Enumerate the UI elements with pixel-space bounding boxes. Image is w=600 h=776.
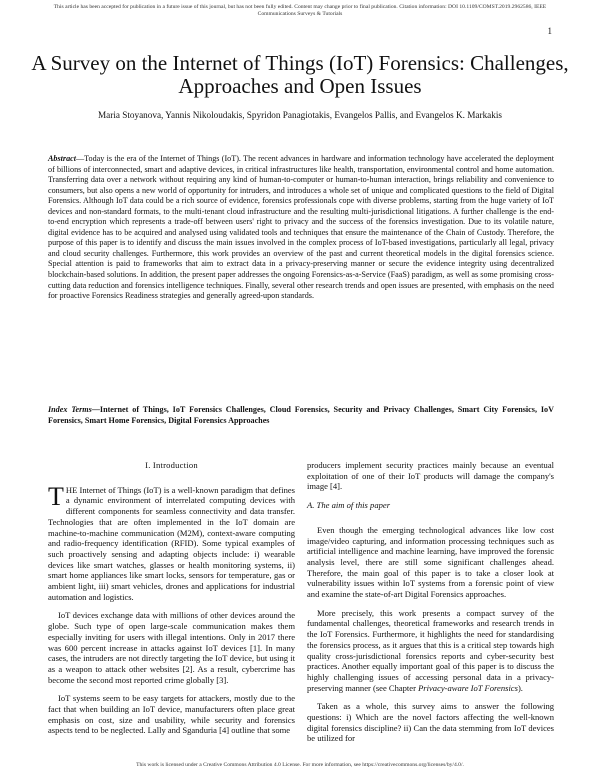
page-number: 1 [547, 26, 552, 36]
index-terms-label: Index Terms [48, 405, 92, 414]
abstract-label: Abstract [48, 154, 76, 163]
intro-paragraph-1 [48, 481, 295, 603]
index-terms [48, 405, 554, 426]
license-footer: This work is licensed under a Creative Commons Attribution 4.0 License. For more information, see https://creativecommons.org/licenses/by/4.0/. [136, 762, 464, 768]
section-heading-introduction: I. Introduction [145, 460, 198, 470]
right-column [307, 460, 554, 752]
aim-paragraph-2 [307, 608, 554, 694]
chapter-reference: Privacy-aware IoT Forensics [418, 682, 518, 693]
subsection-heading-aim: A. The aim of this paper [307, 500, 391, 511]
aim-paragraph-1: Even though the emerging technological advances like low cost image/video capturing, and information processing techniques such as artificial intelligence and machine learning, have improved the forensic analysis level, there are still some significant challenges ahead. Therefore, the main goal of this paper is to take a closer look at vulnerability issues within IoT systems from a forensic point of view and examine the state-of-art Digital Forensics approaches. [307, 524, 554, 600]
intro-paragraph-2: IoT devices exchange data with millions of other devices around the globe. Such type of open large-scale communication makes them especially inviting for users with illegal intentions. Only in 2017 there was 600 percent increase in attacks against IoT devices [1]. In many cases, the intruders are not directly targeting the IoT device, but using it as a weapon to attack other websites [2]. As a result, cybercrime has become the second most reported crime globally [3]. [48, 610, 295, 685]
journal-notice-line1: This article has been accepted for publication in a future issue of this journal, but has not been fully edited. Content may change prior to final publication. Citation information: DOI 10.1109/COMST.2019.2962586, IEEE [53, 4, 547, 10]
author-list: Maria Stoyanova, Yannis Nikoloudakis, Spyridon Panagiotakis, Evangelos Pallis, and Evangelos K. Markakis [98, 110, 502, 120]
journal-notice [20, 4, 580, 18]
intro-paragraph-1-text: HE Internet of Things (IoT) is a well-known paradigm that defines a dynamic environment of interrelated computing devices with different components for seamless connectivity and data transfer. Technologies that are often implemented in the IoT domain are machine-to-machine communication (M2M), context-aware computing and radio-frequency identification (RFID). Some typical examples of such proactively sensing and adapting objects include: i) wearable devices like smart watches, glasses or health monitoring systems, ii) smart home appliances like smart locks, sensors for temperature, gas or ambient light, iii) smart vehicles, drones and applications for industrial automation and logistics. [48, 484, 295, 602]
aim-paragraph-3: Taken as a whole, this survey aims to answer the following questions: i) Which are the novel factors affecting the well-known digital forensics discipline? ii) Can the data stemming from IoT devices be utilized for [307, 701, 554, 744]
paper-title: A Survey on the Internet of Things (IoT) Forensics: Challenges, Approaches and Open Issues [31, 51, 569, 98]
abstract-text: —Today is the era of the Internet of Things (IoT). The recent advances in hardware and information technology have accelerated the deployment of billions of interconnected, smart and adaptive devices, in critical infrastructures like health, transportation, environmental control and home automation. Transferring data over a network without requiring any kind of human-to-computer or human-to-human interaction, brings reliability and convenience to consumers, but also opens a new world of opportunity for intruders, and introduces a whole set of unique and complicated questions to the field of Digital Forensics. Although IoT data could be a rich source of evidence, forensics professionals cope with diverse problems, starting from the huge variety of IoT devices and non-standard formats, to the multi-tenant cloud infrastructure and the resulting multi-jurisdictional litigations. A further challenge is the end-to-end encryption which represents a trade-off between users' right to privacy and the success of the forensics investigation. Due to its volatile nature, digital evidence has to be acquired and analysed using validated tools and techniques that ensure the maintenance of the Chain of Custody. Therefore, the purpose of this paper is to identify and discuss the main issues involved in the complex process of IoT-based investigations, particularly all legal, privacy and cloud security challenges. Furthermore, this work provides an overview of the past and current theoretical models in the digital forensics science. Special attention is paid to frameworks that aim to extract data in a privacy-preserving manner or secure the evidence integrity using decentralized blockchain-based solutions. In addition, the present paper addresses the ongoing Forensics-as-a-Service (FaaS) paradigm, as well as some promising cross-cutting data reduction and forensics intelligence techniques. Finally, several other research trends and open issues are presented, with emphasis on the need for proactive Forensics Readiness strategies and generally agreed-upon standards. [48, 154, 554, 301]
index-terms-text: —Internet of Things, IoT Forensics Challenges, Cloud Forensics, Security and Privacy Challenges, Smart City Forensics, IoV Forensics, Smart Home Forensics, Digital Forensics Approaches [48, 405, 554, 425]
left-column [48, 460, 295, 744]
journal-notice-line2: Communications Surveys & Tutorials [257, 11, 343, 17]
drop-cap: T [48, 481, 64, 511]
aim-paragraph-2-end: ). [517, 682, 523, 693]
abstract [48, 154, 554, 302]
continued-paragraph: producers implement security practices mainly because an eventual exploitation of one of their IoT products will damage the company's image [4]. [307, 460, 554, 492]
intro-paragraph-3: IoT systems seem to be easy targets for attackers, mostly due to the fact that when building an IoT device, manufacturers often place great emphasis on cost, size and usability, while security and forensics aspects tend to be neglected. Lally and Sganduria [4] outline that some [48, 693, 295, 736]
aim-paragraph-2-text: More precisely, this work presents a compact survey of the fundamental challenges, theoretical frameworks and research trends in the IoT Forensics. Furthermore, it highlights the need for standardising the forensics process, as it argues that this is a critical step towards high quality cross-jurisdictional forensics reports and cyber-security best practices. Another equally important goal of this paper is to discuss the highly challenging issues of accessing personal data in a privacy-preserving manner (see Chapter [307, 607, 554, 693]
